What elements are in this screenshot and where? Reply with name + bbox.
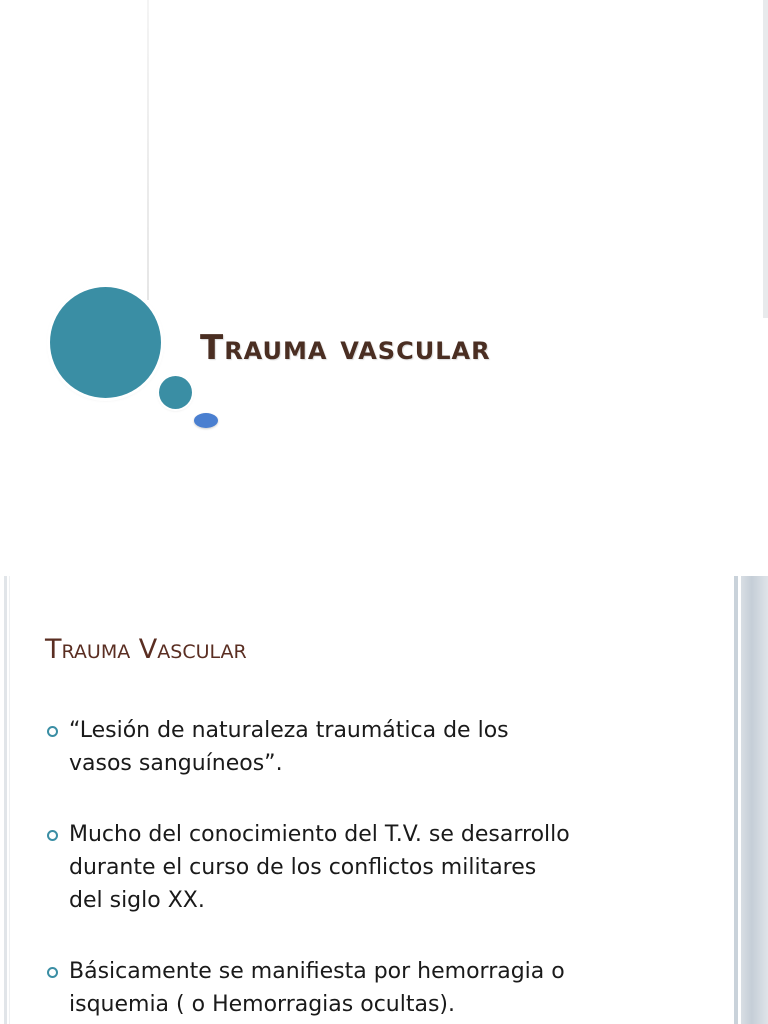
bullet-line: “Lesión de naturaleza traumática de los [69,718,509,743]
slide-left-divider-inner [9,576,10,1024]
circle-bullet-icon [47,830,58,841]
content-slide [0,576,768,1024]
slide-heading: Trauma Vascular [45,634,247,665]
bullet-text [69,955,679,1021]
medium-circle-decoration [159,376,192,409]
slide-left-divider [4,576,7,1024]
slide-right-divider [734,576,738,1024]
slide-right-divider [763,0,768,360]
bullet-text [69,818,679,917]
bullet-line: durante el curso de los conflictos militares [69,855,537,880]
bullet-line: del siglo XX. [69,888,205,913]
bullet-line: Básicamente se manifiesta por hemorragia o [69,959,565,984]
slide-left-divider [147,0,149,300]
bullet-line: Mucho del conocimiento del T.V. se desarrollo [69,822,570,847]
slide-right-band [741,576,768,1024]
bullet-line: isquemia ( o Hemorragias ocultas). [69,992,455,1017]
large-circle-decoration [50,287,161,398]
circle-bullet-icon [47,726,58,737]
bullet-line: vasos sanguíneos”. [69,751,283,776]
small-circle-decoration [194,413,218,428]
slide-title: Trauma vascular [200,328,491,368]
circle-bullet-icon [47,967,58,978]
bullet-text [69,714,679,780]
